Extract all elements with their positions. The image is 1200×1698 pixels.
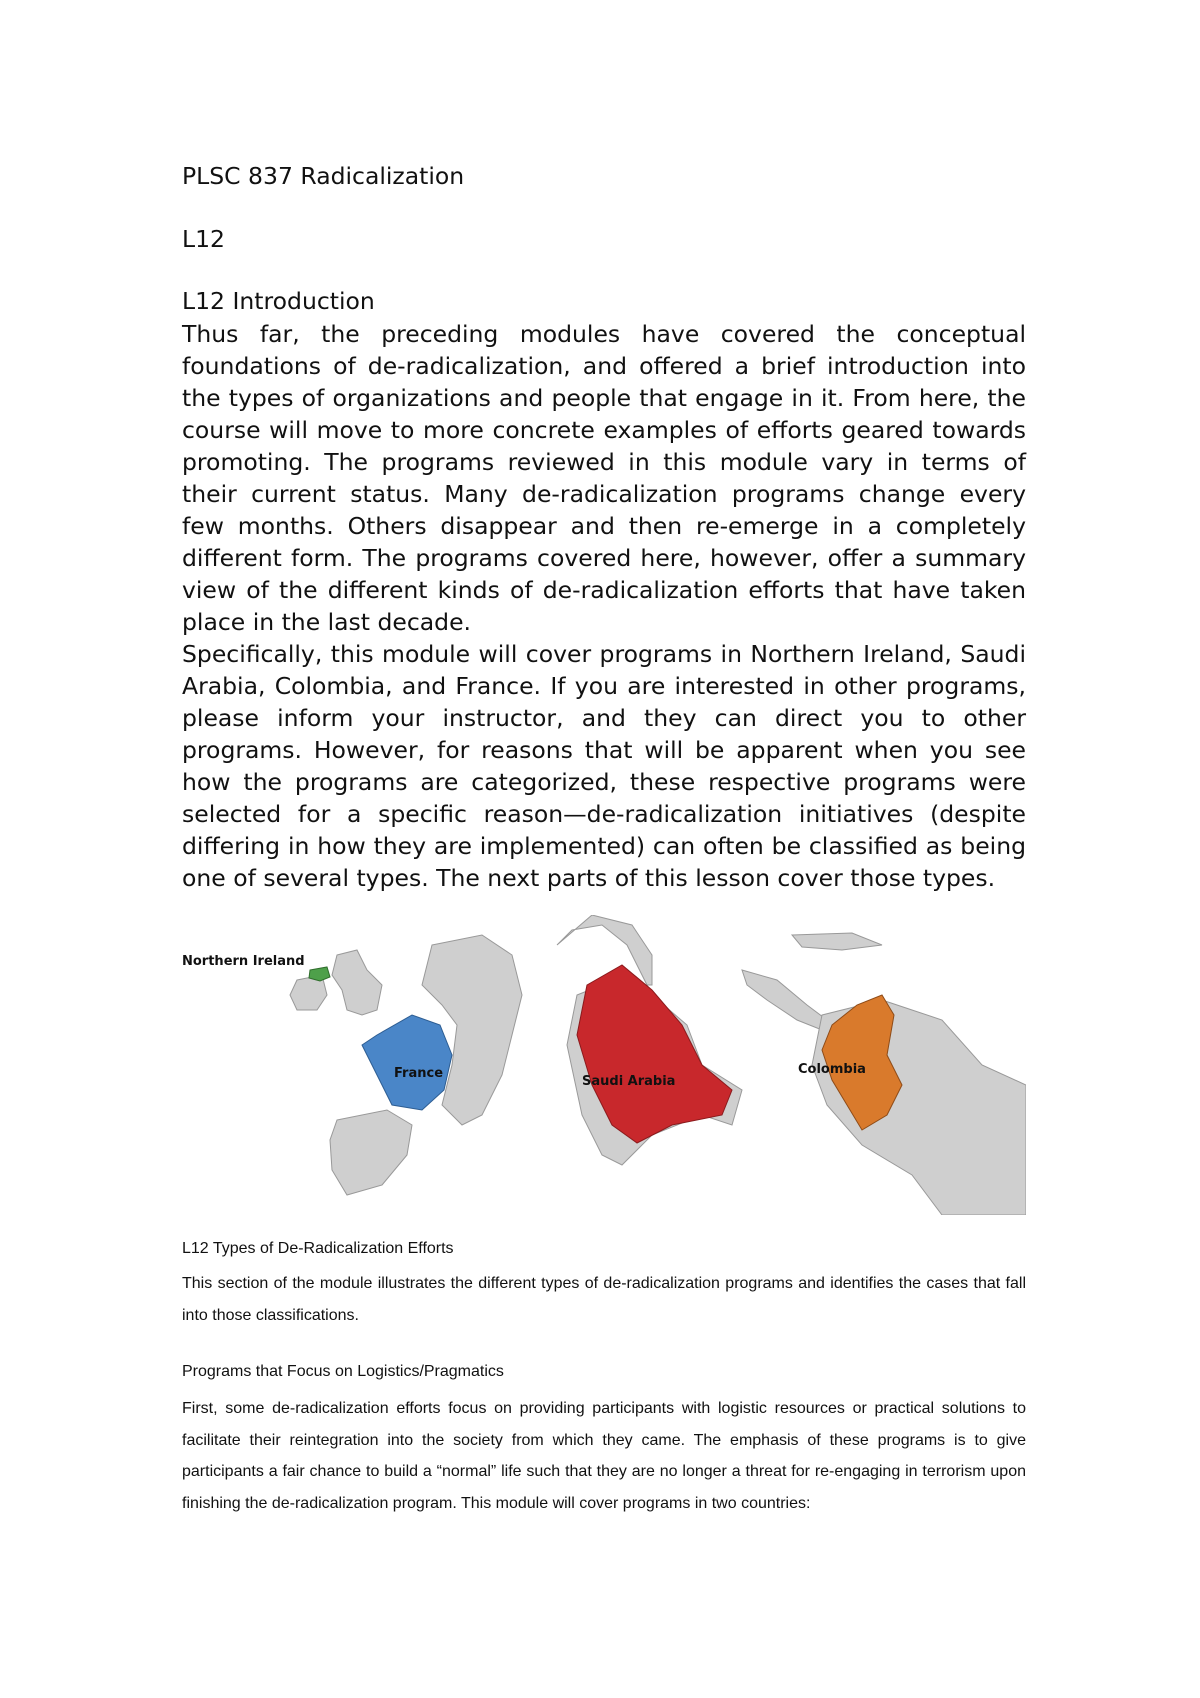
intro-heading: L12 Introduction [182, 287, 375, 315]
label-france: France [394, 1066, 444, 1081]
map-britain [332, 950, 382, 1015]
map-caribbean [792, 933, 882, 950]
logistics-heading: Programs that Focus on Logistics/Pragmatics [182, 1363, 504, 1380]
lesson-label: L12 [182, 225, 225, 253]
map-central-america [742, 970, 827, 1030]
intro-paragraph-1: Thus far, the preceding modules have covered the conceptual foundations of de-radicalization, and offered a brief introduction into the types of organizations and people that engage in it. From here, the course will move to more concrete examples of efforts geared towards promoting. The programs reviewed in this module vary in terms of their current status. Many de-radicalization programs change every few months. Others disappear and then re-emerge in a completely different form. The programs covered here, however, offer a summary view of the different kinds of de-radicalization efforts that have taken place in the last decade. [182, 320, 1026, 636]
label-northern-ireland: Northern Ireland [182, 954, 305, 969]
map-northern-ireland [309, 967, 330, 981]
types-paragraph: This section of the module illustrates the different types of de-radicalization programs and identifies the cases that fall into those classifications. [182, 1275, 1026, 1324]
label-saudi-arabia: Saudi Arabia [582, 1074, 676, 1089]
program-countries-map [182, 915, 1026, 1215]
map-iberia [330, 1110, 412, 1195]
types-heading: L12 Types of De-Radicalization Efforts [182, 1240, 454, 1257]
document-title: PLSC 837 Radicalization [182, 162, 465, 190]
intro-paragraph-2: Specifically, this module will cover programs in Northern Ireland, Saudi Arabia, Colombia, and France. If you are interested in other programs, please inform your instructor, and they can direct you to other programs. However, for reasons that will be apparent when you see how the programs are categorized, these respective programs were selected for a specific reason—de-radicalization initiatives (despite differing in how they are implemented) can often be classified as being one of several types. The next parts of this lesson cover those types. [182, 640, 1026, 892]
label-colombia: Colombia [798, 1062, 866, 1077]
map-graphic [182, 915, 1026, 1215]
map-france [362, 1015, 452, 1110]
logistics-paragraph: First, some de-radicalization efforts focus on providing participants with logistic resources or practical solutions to facilitate their reintegration into the society from which they came. The emphasis of these programs is to give participants a fair chance to build a “normal” life such that they are no longer a threat for re-engaging in terrorism upon finishing the de-radicalization program. This module will cover programs in two countries: [182, 1400, 1026, 1512]
